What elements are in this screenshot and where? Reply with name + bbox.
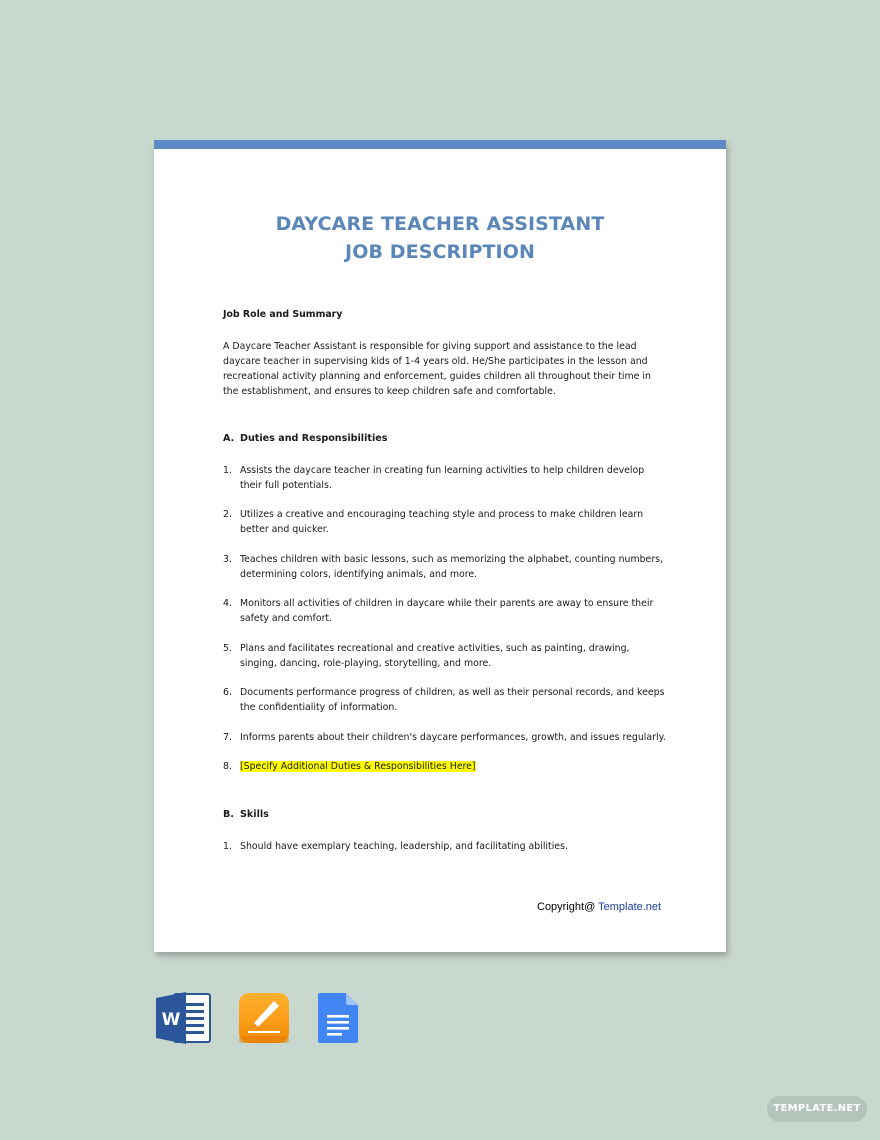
duty-item-text: Utilizes a creative and encouraging teaching style and process to make children learn better and quicker. [240, 509, 644, 535]
template-net-badge[interactable]: TEMPLATE.NET [767, 1096, 867, 1122]
document-accent-bar [154, 140, 726, 149]
section-b-heading [223, 809, 269, 820]
title-line-1: DAYCARE TEACHER ASSISTANT [275, 213, 605, 235]
document-title [154, 210, 726, 266]
duty-item-2 [223, 507, 668, 537]
duty-item-number: 8. [223, 761, 232, 772]
pages-icon[interactable] [238, 992, 290, 1049]
word-icon[interactable] [154, 990, 212, 1051]
section-b-title: Skills [240, 809, 269, 820]
duty-item-text: Teaches children with basic lessons, such as memorizing the alphabet, counting numbers, determining colors, identifying animals, and more. [240, 554, 664, 580]
duty-item-8 [223, 759, 668, 774]
skill-item-1 [223, 839, 668, 854]
document-page [154, 140, 726, 952]
svg-text:W: W [161, 1010, 181, 1030]
duty-item-number: 3. [223, 554, 232, 565]
duty-item-7 [223, 730, 668, 745]
summary-heading: Job Role and Summary [223, 309, 343, 320]
highlighted-placeholder-text: [Specify Additional Duties & Responsibilities Here] [240, 761, 476, 772]
section-b-letter: B. [223, 809, 234, 820]
section-a-title: Duties and Responsibilities [240, 433, 388, 444]
summary-paragraph: A Daycare Teacher Assistant is responsible for giving support and assistance to the lead daycare teacher in supervising kids of 1-4 years old. He/She participates in the lesson and recreational activity planning and enforcement, guides children all throughout their time in the establishment, and ensures to keep children safe and comfortable. [223, 341, 651, 397]
duty-item-6 [223, 685, 668, 715]
google-docs-icon[interactable] [317, 992, 359, 1049]
duty-item-4 [223, 596, 668, 626]
duty-item-text: Monitors all activities of children in daycare while their parents are away to ensure their safety and comfort. [240, 598, 654, 624]
duty-item-text: Documents performance progress of children, as well as their personal records, and keeps the confidentiality of information. [240, 687, 665, 713]
duty-item-5 [223, 641, 668, 671]
duty-item-number: 6. [223, 687, 232, 698]
copyright-link[interactable]: Template.net [598, 901, 662, 913]
copyright-prefix: Copyright@ [537, 901, 599, 913]
duty-item-text: Informs parents about their children's daycare performances, growth, and issues regularly. [240, 732, 666, 743]
section-a-heading [223, 433, 387, 444]
skill-item-number: 1. [223, 841, 232, 852]
duty-item-number: 1. [223, 465, 232, 476]
copyright-line [537, 901, 661, 913]
duty-item-number: 7. [223, 732, 232, 743]
section-a-letter: A. [223, 433, 235, 444]
duty-item-text: Plans and facilitates recreational and creative activities, such as painting, drawing, singing, dancing, role-playing, storytelling, and more. [240, 643, 630, 669]
skill-item-text: Should have exemplary teaching, leadership, and facilitating abilities. [240, 841, 568, 852]
duty-item-number: 4. [223, 598, 232, 609]
duty-item-number: 2. [223, 509, 232, 520]
duty-item-3 [223, 552, 668, 582]
duty-item-text: Assists the daycare teacher in creating fun learning activities to help children develop their full potentials. [240, 465, 645, 491]
duty-item-1 [223, 463, 668, 493]
duty-item-number: 5. [223, 643, 232, 654]
title-line-2: JOB DESCRIPTION [345, 241, 535, 263]
